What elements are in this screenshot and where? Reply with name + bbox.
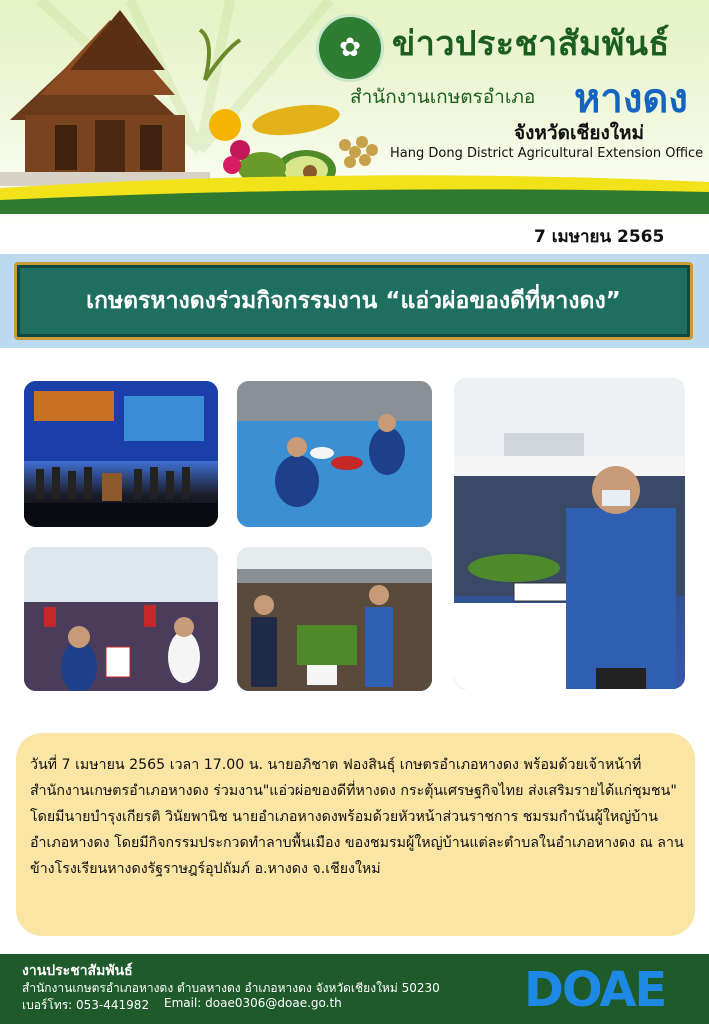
newsletter-title: ข่าวประชาสัมพันธ์ [392,24,670,64]
headline: เกษตรหางดงร่วมกิจกรรมงาน “แอ่วผ่อของดีที่หางดง” [86,288,621,314]
photo-stage-event [24,381,218,527]
photo-produce-display [237,547,432,691]
photo-official-booth [454,378,685,689]
article-body: วันที่ 7 เมษายน 2565 เวลา 17.00 น. นายอภิชาต ฟองสินธุ์ เกษตรอำเภอหางดง พร้อมด้วยเจ้าหน้าที่สำนักงานเกษตรอำเภอหางดง ร่วมงาน"แอ่วผ่อของดีที่หางดง กระตุ้นเศรษฐกิจไทย ส่งเสริมรายได้แก่ชุมชน" โดยมีนายบำรุงเกียรติ วินัยพานิช นายอำเภอหางดงพร้อมด้วยหัวหน้าส่วนราชการ ชมรมกำนันผู้ใหญ่บ้านอำเภอหางดง โดยมีกิจกรรมประกวดทำลาบพื้นเมือง ของชมรมผู้ใหญ่บ้านแต่ละตำบลในอำเภอหางดง ณ ลานข้างโรงเรียนหางดงรัฐราษฎร์อุปถัมภ์ อ.หางดง จ.เชียงใหม่ [30,757,684,877]
office-name-english: Hang Dong District Agricultural Extension Office [390,146,704,161]
header-wave-band [0,170,709,214]
footer-title: งานประชาสัมพันธ์ [22,963,133,979]
publish-date: 7 เมษายน 2565 [534,227,665,247]
doae-logo: DOAE [524,962,666,1018]
footer-phone: เบอร์โทร: 053-441982 [22,998,150,1012]
photo-crowd [24,547,218,691]
office-prefix: สำนักงานเกษตรอำเภอ [350,86,536,108]
province: จังหวัดเชียงใหม่ [514,122,645,144]
footer-address: สำนักงานเกษตรอำเภอหางดง ตำบลหางดง อำเภอหางดง จังหวัดเชียงใหม่ 50230 [22,981,440,995]
headline-box [14,262,693,340]
photo-cooking-contest [237,381,432,527]
footer-email: Email: doae0306@doae.go.th [164,996,342,1010]
department-seal-icon: ✿ [316,14,384,82]
office-name: หางดง [574,76,688,122]
